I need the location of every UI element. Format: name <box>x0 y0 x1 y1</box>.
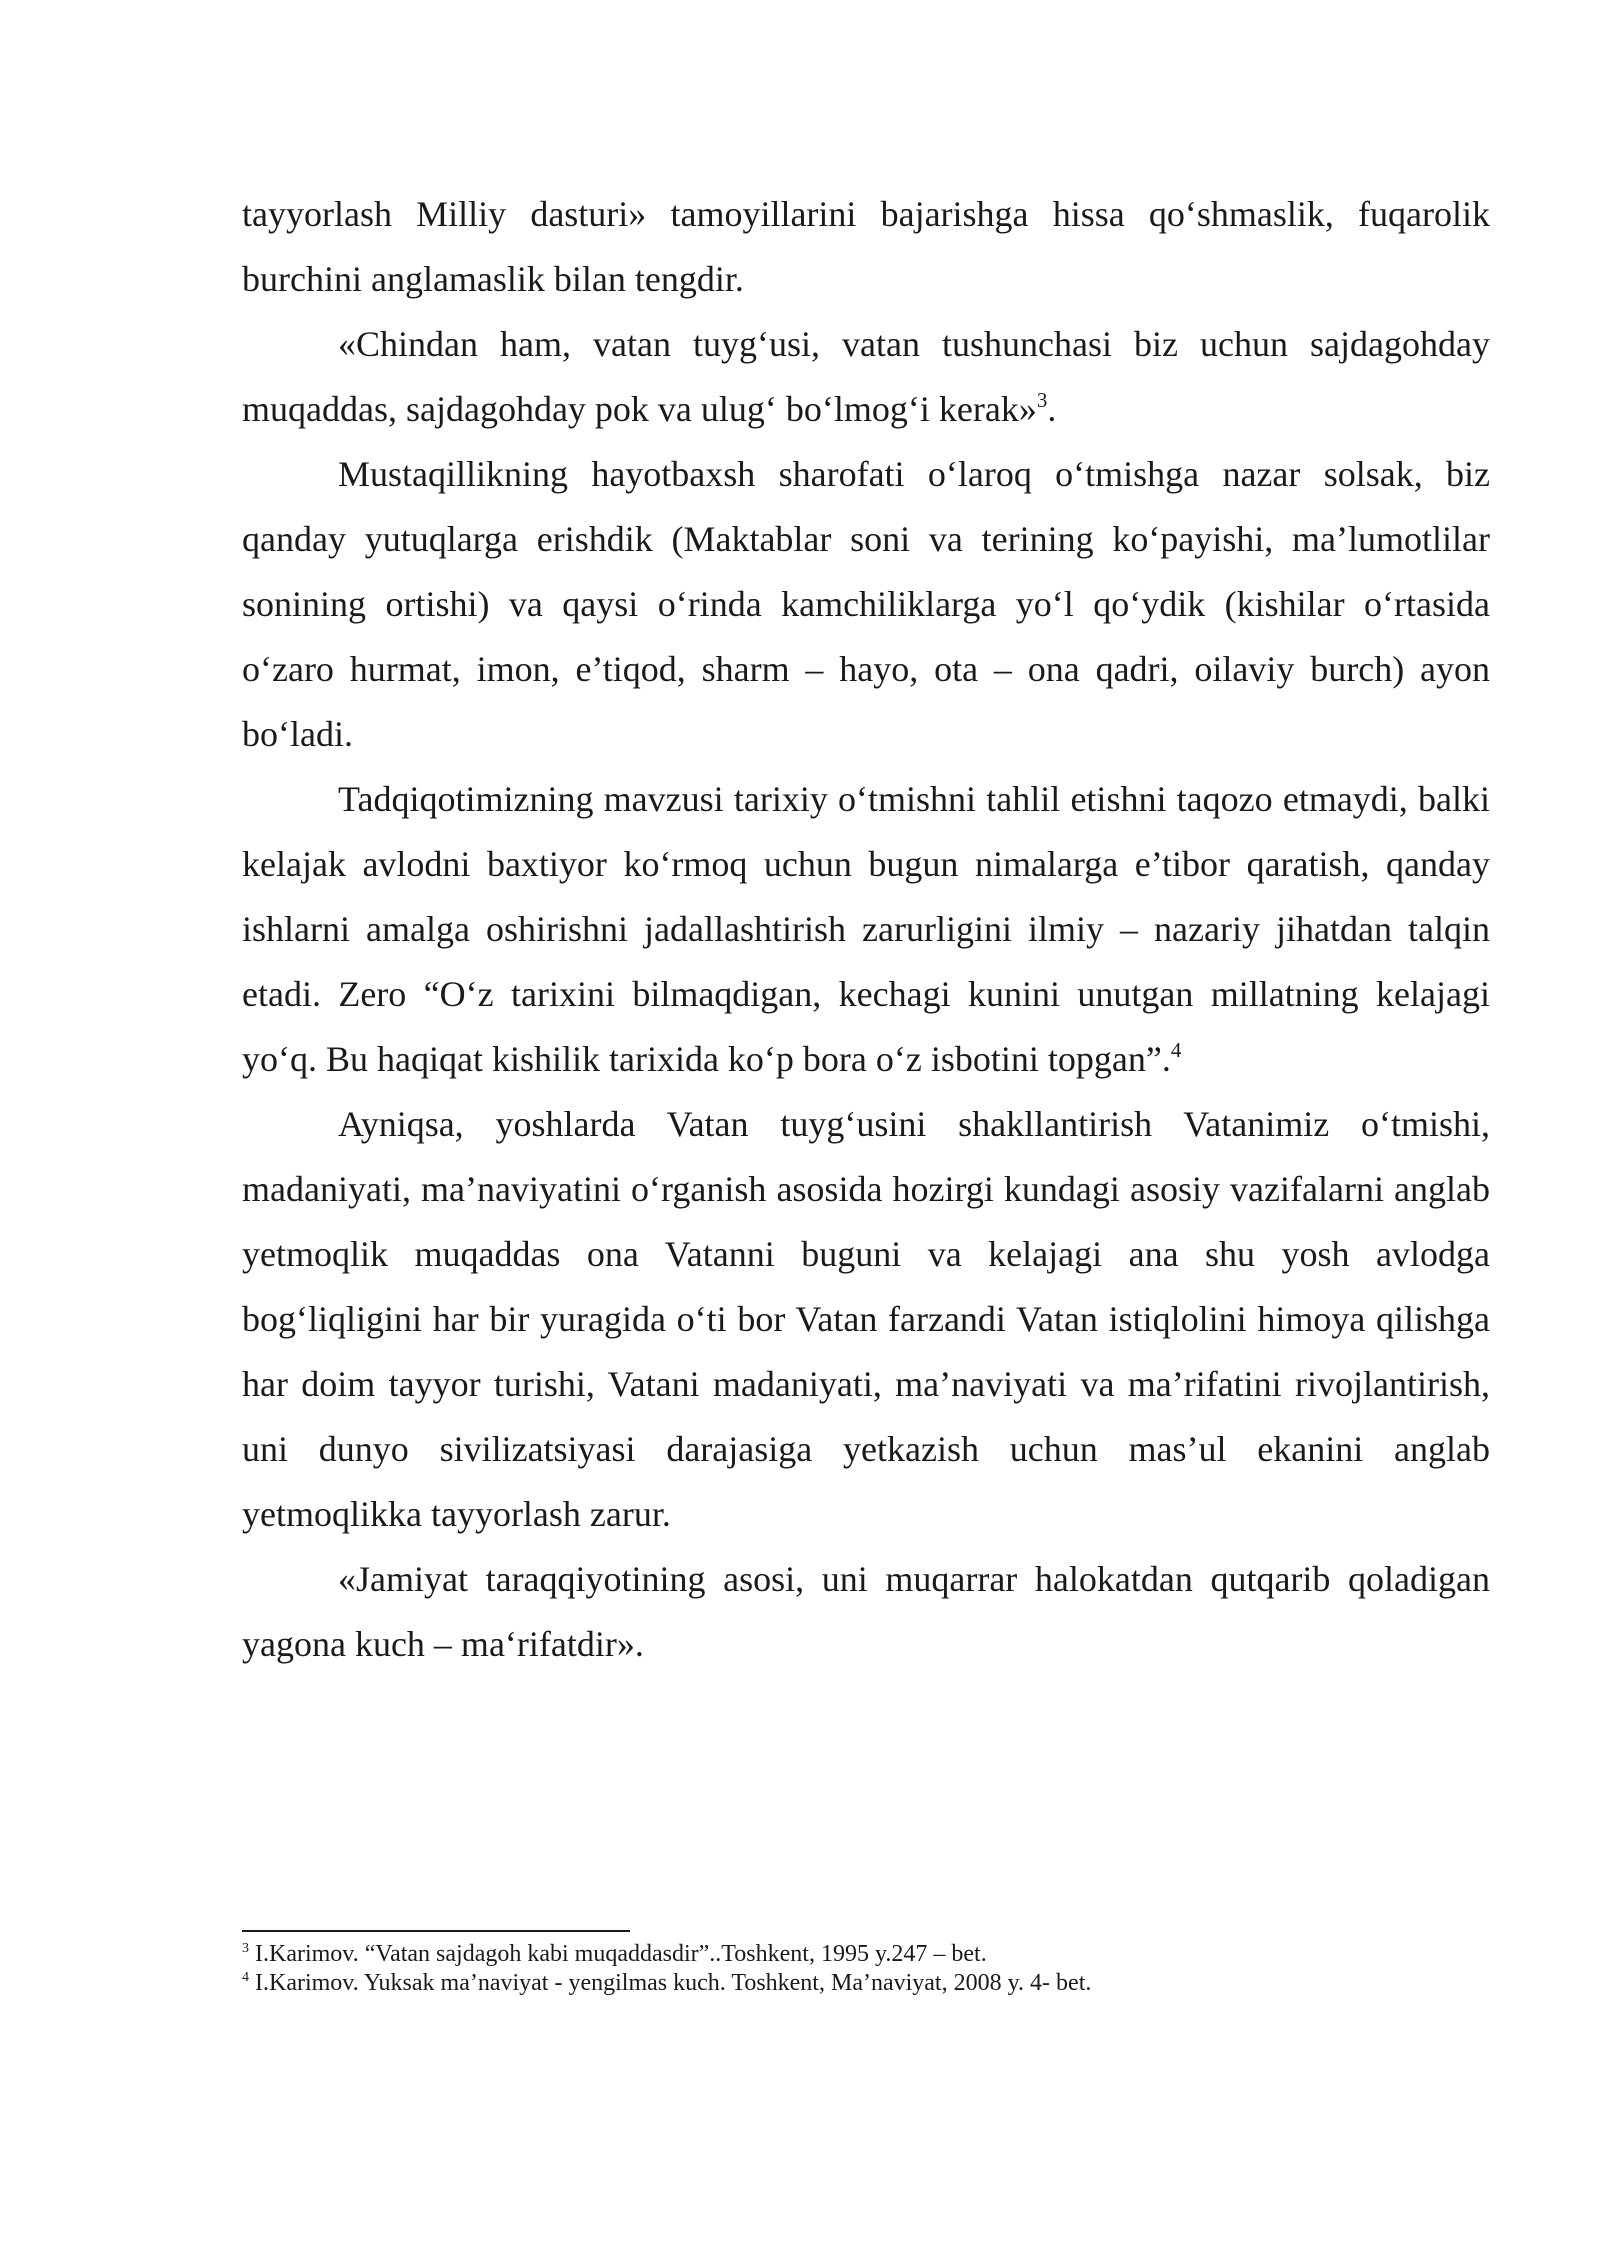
paragraph-text: Tadqiqotimizning mavzusi tarixiy o‘tmishni tahlil etishni taqozo etmaydi, balki kelajak avlodni baxtiyor ko‘rmoq uchun bugun nimalarga e’tibor qaratish, qanday ishlarni amalga oshirishni jadallashtirish zarurligini ilmiy – nazariy jihatdan talqin etadi. Zero “O‘z tarixini bilmaqdigan, kechagi kunini unutgan millatning kelajagi yo‘q. Bu haqiqat kishilik tarixida ko‘p bora o‘z isbotini topgan”. <box>242 779 1490 1079</box>
footnote-item <box>242 1940 1490 1969</box>
paragraph <box>242 442 1490 767</box>
footnote-number: 3 <box>242 1941 249 1956</box>
paragraph <box>242 767 1490 1092</box>
paragraph <box>242 182 1490 312</box>
paragraph-text: Mustaqillikning hayotbaxsh sharofati o‘laroq o‘tmishga nazar solsak, biz qanday yutuqlarga erishdik (Maktablar soni va terining ko‘payishi, ma’lumotlilar sonining ortishi) va qaysi o‘rinda kamchiliklarga yo‘l qo‘ydik (kishilar o‘rtasida o‘zaro hurmat, imon, e’tiqod, sharm – hayo, ota – ona qadri, oilaviy burch) ayon bo‘ladi. <box>242 454 1490 754</box>
paragraph <box>242 1547 1490 1677</box>
body-text <box>242 182 1490 1677</box>
footnote-text: I.Karimov. “Vatan sajdagoh kabi muqaddasdir”..Toshkent, 1995 y.247 – bet. <box>249 1941 987 1967</box>
paragraph <box>242 1092 1490 1547</box>
footnotes <box>242 1940 1490 1998</box>
paragraph <box>242 312 1490 442</box>
footnote-reference[interactable]: 4 <box>1170 1038 1182 1062</box>
footnote-number: 4 <box>242 1970 249 1985</box>
footnote-item <box>242 1969 1490 1998</box>
paragraph-text: «Jamiyat taraqqiyotining asosi, uni muqarrar halokatdan qutqarib qoladigan yagona kuch – ma‘rifatdir». <box>242 1559 1490 1664</box>
paragraph-text: tayyorlash Milliy dasturi» tamoyillarini bajarishga hissa qo‘shmaslik, fuqarolik burchini anglamaslik bilan tengdir. <box>242 194 1490 299</box>
paragraph-text-tail: . <box>1047 389 1057 429</box>
paragraph-text: Ayniqsa, yoshlarda Vatan tuyg‘usini shakllantirish Vatanimiz o‘tmishi, madaniyati, ma’naviyatini o‘rganish asosida hozirgi kundagi asosiy vazifalarni anglab yetmoqlik muqaddas ona Vatanni buguni va kelajagi ana shu yosh avlodga bog‘liqligini har bir yuragida o‘ti bor Vatan farzandi Vatan istiqlolini himoya qilishga har doim tayyor turishi, Vatani madaniyati, ma’naviyati va ma’rifatini rivojlantirish, uni dunyo sivilizatsiyasi darajasiga yetkazish uchun mas’ul ekanini anglab yetmoqlikka tayyorlash zarur. <box>242 1104 1490 1534</box>
footnote-text: I.Karimov. Yuksak ma’naviyat - yengilmas kuch. Toshkent, Ma’naviyat, 2008 y. 4- bet. <box>249 1970 1092 1996</box>
paragraph-text: «Chindan ham, vatan tuyg‘usi, vatan tushunchasi biz uchun sajdagohday muqaddas, sajdagohday pok va ulug‘ bo‘lmog‘i kerak» <box>242 324 1490 429</box>
footnote-separator <box>242 1930 630 1932</box>
footnote-reference[interactable]: 3 <box>1036 388 1048 412</box>
